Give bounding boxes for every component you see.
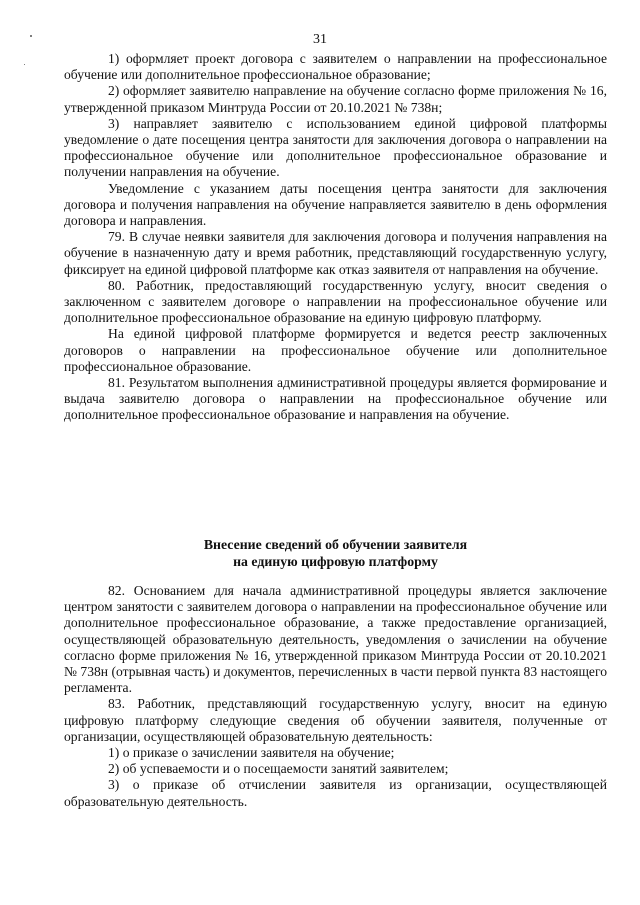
paragraph-registry: На единой цифровой платформе формируется и ведется реестр заключенных договоров о направлении на профессиональное обучение или дополнительное профессиональное образование. — [64, 326, 607, 374]
section-heading — [64, 536, 607, 570]
paragraph-notification: Уведомление с указанием даты посещения центра занятости для заключения договора и получения направления на обучение направляется заявителю в день оформления договора и направления. — [64, 180, 607, 229]
paragraph-82: 82. Основанием для начала административной процедуры является заключение центром занятости с заявителем договора о направлении на профессиональное обучение или дополнительное профессиональное образование, а также предоставление организацией, осуществляющей образовательную деятельность, уведомления о зачислении на обучение согласно форме приложения № 16, утвержденной приказом Минтруда России от 20.10.2021 № 738н (отрывная часть) и документов, перечисленных в части первой пункта 83 настоящего регламента. — [64, 583, 607, 696]
paragraph-item-1: 1) оформляет проект договора с заявителем о направлении на профессиональное обучение или дополнительное профессиональное образование; — [64, 51, 607, 83]
paragraph-83-item-1: 1) о приказе о зачислении заявителя на обучение; — [108, 745, 395, 761]
body-text-bottom — [64, 583, 607, 810]
paragraph-80: 80. Работник, предоставляющий государственную услугу, вносит сведения о заключенном с заявителем договоре о направлении на профессиональное обучение или дополнительное профессиональное образование на единую цифровую платформу. — [64, 277, 607, 326]
section-heading-line-2: на единую цифровую платформу — [233, 554, 438, 569]
paragraph-item-3: 3) направляет заявителю с использованием единой цифровой платформы уведомление о дате посещения центра занятости для заключения договора о направлении на профессиональное обучение или дополнительное профессиональное образование и получении направления на обучение. — [64, 115, 607, 180]
paragraph-83-item-2: 2) об успеваемости и о посещаемости занятий заявителем; — [108, 761, 449, 777]
body-text-top — [64, 51, 607, 424]
paragraph-item-2: 2) оформляет заявителю направление на обучение согласно форме приложения № 16, утвержденной приказом Минтруда России от 20.10.2021 № 738н; — [64, 83, 607, 115]
section-heading-line-1: Внесение сведений об обучении заявителя — [203, 537, 468, 552]
paragraph-83-item-3: 3) о приказе об отчислении заявителя из организации, осуществляющей образовательную деятельность. — [64, 777, 607, 809]
paragraph-81: 81. Результатом выполнения административной процедуры является формирование и выдача заявителю договора о направлении на профессиональное обучение или дополнительное профессиональное образование и направления на обучение. — [64, 375, 607, 423]
scan-speck — [24, 64, 25, 65]
paragraph-79: 79. В случае неявки заявителя для заключения договора и получения направления на обучение в назначенную дату и время работник, представляющий государственную услугу, фиксирует на единой цифровой платформе как отказ заявителя от направления на обучение. — [64, 229, 607, 277]
page-number: 31 — [313, 32, 327, 47]
paragraph-83: 83. Работник, представляющий государственную услугу, вносит на единую цифровую платформу следующие сведения об обучении заявителя, полученные от организации, осуществляющей образовательную деятельность: — [64, 696, 607, 744]
